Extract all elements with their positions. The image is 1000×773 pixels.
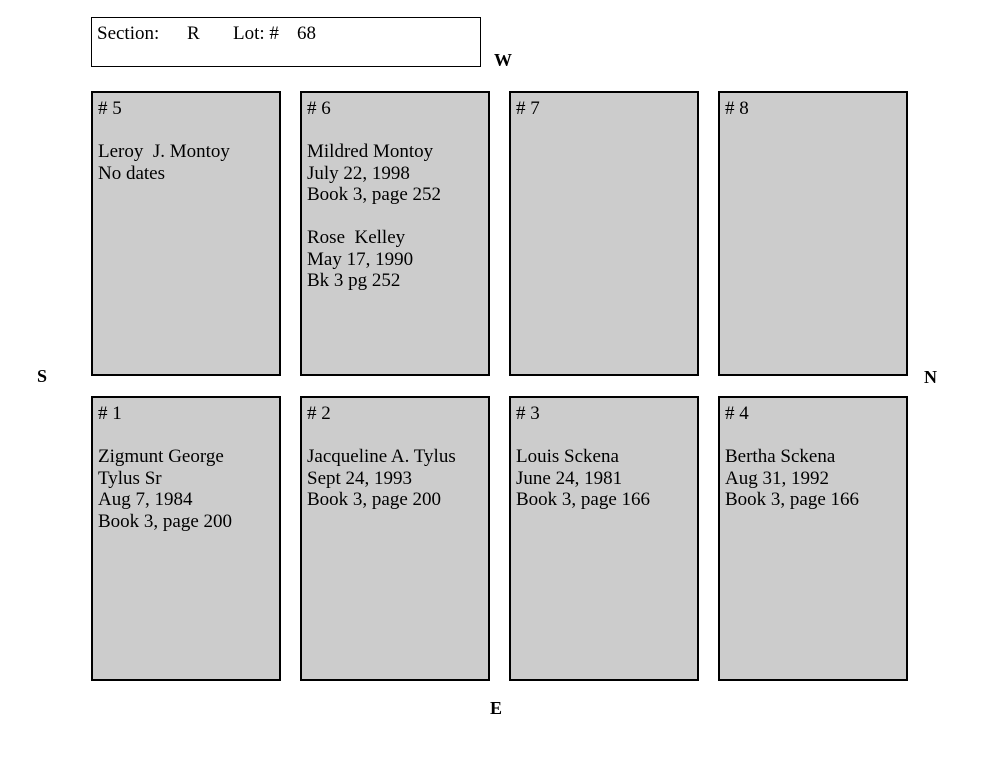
burial-entry — [725, 446, 904, 511]
burial-list — [516, 446, 695, 511]
section-value: R — [187, 23, 200, 44]
burial-record: Book 3, page 166 — [725, 489, 860, 510]
burial-list — [98, 446, 277, 532]
burial-entry — [307, 227, 486, 292]
plot-number: # 3 — [516, 403, 540, 424]
plot-number: # 5 — [98, 98, 122, 119]
burial-date: Aug 7, 1984 — [98, 489, 193, 510]
plot-2 — [300, 396, 490, 681]
lot-label: Lot: # — [233, 23, 279, 44]
burial-entry — [98, 446, 277, 532]
compass-east: E — [490, 698, 503, 718]
plot-number: # 1 — [98, 403, 122, 424]
burial-list — [307, 446, 486, 511]
plot-5 — [91, 91, 281, 376]
burial-entry — [98, 141, 277, 184]
burial-list — [98, 141, 277, 184]
burial-date: Sept 24, 1993 — [307, 467, 413, 489]
plot-1 — [91, 396, 281, 681]
burial-entry — [516, 446, 695, 511]
plot-number: # 4 — [725, 403, 749, 424]
compass-north: N — [924, 367, 937, 387]
burial-name: Mildred Montoy — [307, 141, 434, 162]
burial-name: Leroy J. Montoy — [98, 141, 230, 162]
burial-name: Jacqueline A. Tylus — [307, 446, 456, 467]
compass-west: W — [494, 50, 512, 70]
plot-3 — [509, 396, 699, 681]
lot-header — [91, 17, 481, 67]
plot-6 — [300, 91, 490, 376]
plot-8 — [718, 91, 908, 376]
burial-entry — [307, 446, 486, 511]
burial-record: Book 3, page 200 — [98, 510, 233, 532]
burial-record: Book 3, page 166 — [516, 489, 651, 510]
burial-record: Book 3, page 252 — [307, 184, 442, 205]
burial-date: No dates — [98, 162, 166, 184]
plot-number: # 8 — [725, 98, 749, 119]
plot-number: # 2 — [307, 403, 331, 424]
burial-list — [307, 141, 486, 292]
burial-name: Rose Kelley — [307, 227, 406, 248]
burial-list — [725, 446, 904, 511]
plot-number: # 6 — [307, 98, 331, 119]
plot-number: # 7 — [516, 98, 540, 119]
section-label: Section: — [97, 23, 160, 44]
burial-record: Bk 3 pg 252 — [307, 270, 401, 291]
lot-value: 68 — [297, 23, 316, 44]
burial-date: June 24, 1981 — [516, 467, 623, 489]
burial-name: Louis Sckena — [516, 446, 619, 467]
burial-date: May 17, 1990 — [307, 248, 414, 270]
burial-name: Bertha Sckena — [725, 446, 836, 467]
burial-entry — [307, 141, 486, 206]
burial-name: Zigmunt George — [98, 446, 224, 467]
plot-7 — [509, 91, 699, 376]
burial-record: Book 3, page 200 — [307, 489, 442, 510]
plot-4 — [718, 396, 908, 681]
burial-name: Tylus Sr — [98, 467, 162, 489]
burial-date: Aug 31, 1992 — [725, 467, 829, 489]
burial-date: July 22, 1998 — [307, 162, 410, 184]
compass-south: S — [37, 366, 48, 386]
